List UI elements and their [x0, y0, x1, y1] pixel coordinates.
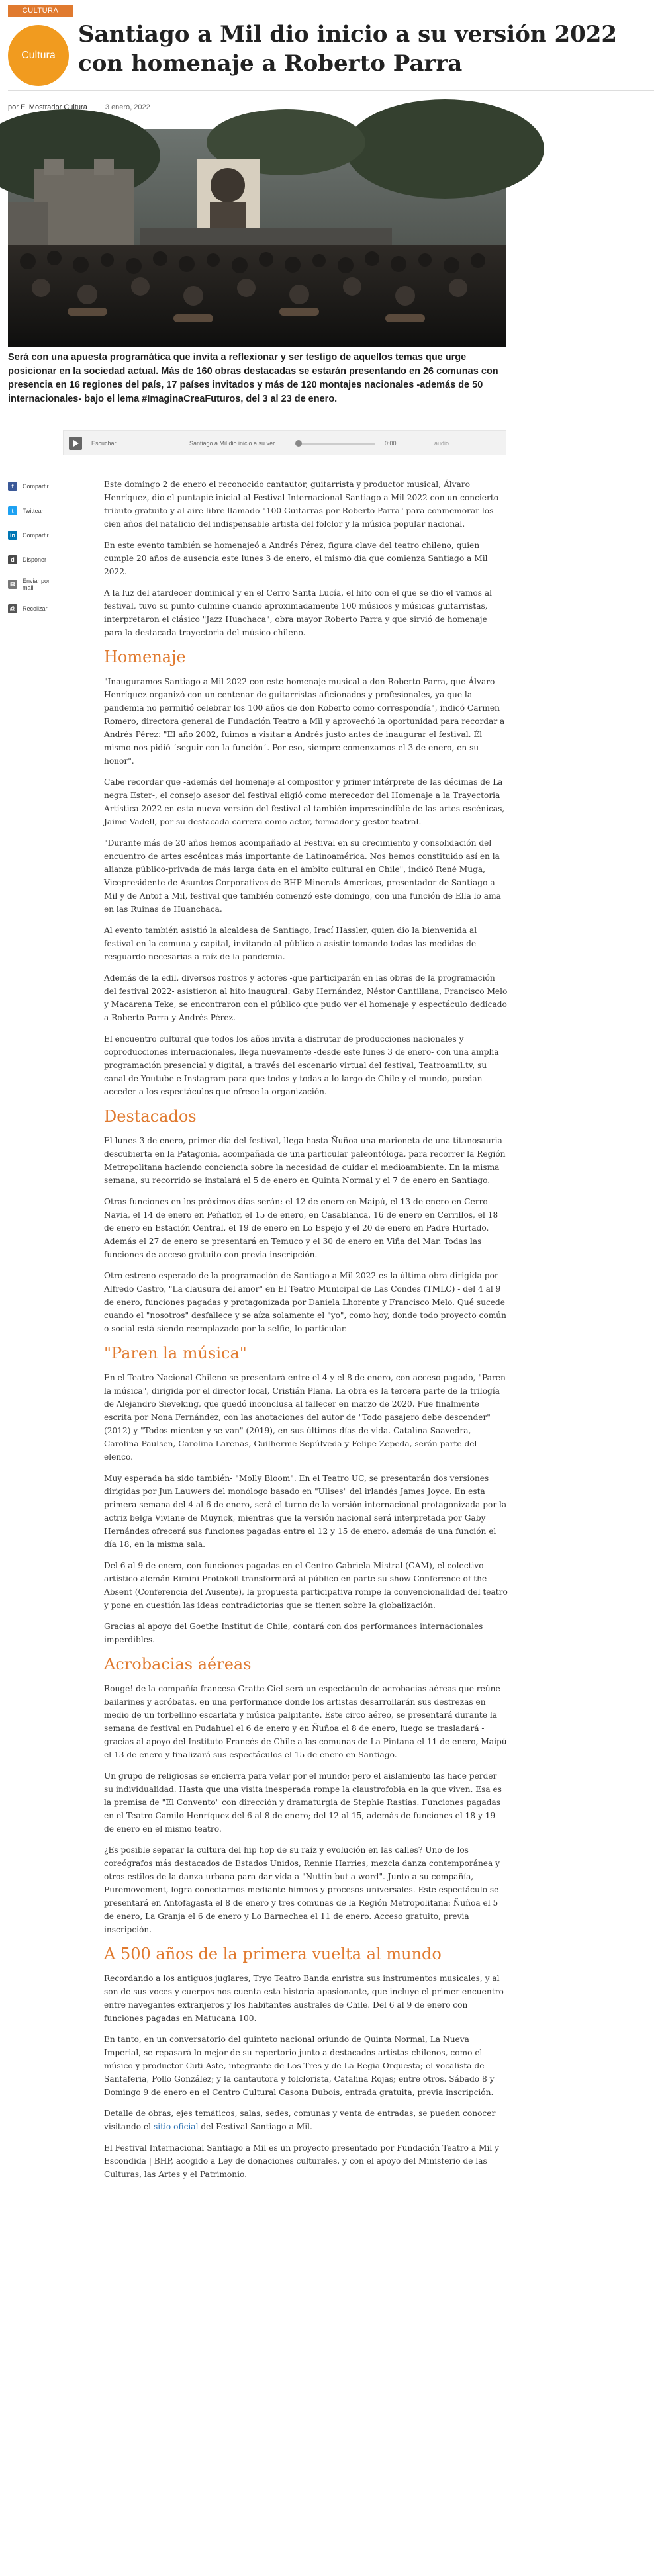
player-title: Santiago a Mil dio inicio a su ver [189, 440, 275, 447]
paragraph: El encuentro cultural que todos los años invita a disfrutar de producciones nacionales y coproducciones internacionales, llega nuevamente -desde este lunes 3 de enero- con una amplia programación presencial y digital, a través del escenario virtual del festival, Teatroamil.tv, su canal de Youtube e Instagram para que todos y todas a lo largo de Chile y el mundo, puedan acceder a los espectáculos que ofrece la organización. [104, 1034, 499, 1096]
paragraph: Muy esperada ha sido también- "Molly Bloom". En el Teatro UC, se presentarán dos versiones dirigidas por Jun Lauwers del monólogo basado en "Ulises" del irlandés James Joyce. En esta primera semana del 4 al 6 de enero, será el turno de la versión internacional protagonizada por la actriz belga Viviane de Muynck, mientras que la versión nacional será interpretada por Gaby Hernández ofrecerá sus funciones pagadas entre el 12 y 15 de enero, además de una función el día 18, en la misma sala. [104, 1474, 507, 1549]
print-icon: ⎙ [8, 604, 17, 613]
hero-image [8, 129, 506, 347]
article-title: Santiago a Mil dio inicio a su versión 2022 con homenaje a Roberto Parra [78, 21, 618, 77]
share-print[interactable] [8, 602, 61, 615]
section-heading-homenaje: Homenaje [104, 648, 186, 666]
section-heading-paren: "Paren la música" [104, 1344, 247, 1362]
mail-icon: ✉ [8, 580, 17, 589]
paragraph-detalle [104, 2107, 508, 2133]
paragraph: Este domingo 2 de enero el reconocido cantautor, guitarrista y productor musical, Álvaro Henríquez, dio el puntapié inicial al Festival Internacional Santiago a Mil 2022 con un concierto tributo gratuito y al aire libre llamado "100 Guitarras por Roberto Parra" para conmemorar los cien años del natalicio del indispensable artista del folclor y la música popular nacional. [104, 480, 499, 529]
player-label: Escuchar [91, 440, 117, 447]
paragraph: En tanto, en un conversatorio del quinteto nacional oriundo de Quinta Normal, La Nueva Imperial, se repasará lo mejor de su repertorio junto a destacados artistas chilenos, como el músico y productor Cuti Aste, integrante de Los Tres y de La Regia Orquesta; el vocalista de Santaferia, Pollo González; y la cantautora y folclorista, Catalina Rojas; entre otros. Sábado 8 y Domingo 9 de enero en el Centro Cultural Casona Dubois, entrada gratuita, previa inscripción. [104, 2035, 495, 2097]
share-label: Compartir [23, 483, 49, 490]
paragraph: Otras funciones en los próximos días serán: el 12 de enero en Maipú, el 13 de enero en Cerro Navia, el 14 de enero en Peñaflor, el 15 de enero, en Casablanca, 16 de enero en Cerrillos, el 18 de enero en Estación Central, el 19 de enero en Lo Espejo y el 20 de enero en Padre Hurtado. Además el 27 de enero se presentará en Temuco y el 30 de enero en Viña del Mar. Todas las funciones de acceso gratuito con previa inscripción. [104, 1197, 498, 1259]
share-twitter[interactable] [8, 504, 61, 517]
player-extra[interactable]: audio [434, 440, 449, 447]
article-body [104, 478, 508, 2189]
paragraph: "Durante más de 20 años hemos acompañado al Festival en su crecimiento y consolidación del encuentro de artes escénicas más importante de Latinoamérica. Nos hemos constituido así en la alianza público-privada de más larga data en el ámbito cultural en Chile", indicó René Muga, Vicepresidente de Asuntos Corporativos de BHP Minerals Americas, presentador de Santiago a Mil y de Antof a Mil, festival que también comenzó este domingo, con una función de Ella lo ama en las Ruinas de Huanchaca. [104, 838, 501, 914]
paragraph: Del 6 al 9 de enero, con funciones pagadas en el Centro Gabriela Mistral (GAM), el colectivo artístico alemán Rimini Protokoll transformará al público en parte su show Conference of the Absent (Conferencia del Ausente), la propuesta participativa rompe la convencionalidad del teatro y pone en cuestión las ideas contradictorias que se tienen sobre la globalización. [104, 1561, 508, 1610]
paragraph: Rouge! de la compañía francesa Gratte Ciel será un espectáculo de acrobacias aéreas que reúne bailarines y acróbatas, en una performance donde los artistas desarrollarán sus destrezas en medio de un torbellino escarlata y música palpitante. Este circo aéreo, se presentará durante la semana de festival en Pudahuel el 6 de enero y en Ñuñoa el 8 de enero, luego se trasladará - gracias al apoyo del Instituto Francés de Chile a las comunas de La Pintana el 11 de enero, Maipú el 13 de enero y finalizará sus espectáculos el 15 de enero en Santiago. [104, 1684, 507, 1759]
share-linkedin[interactable] [8, 529, 61, 542]
share-label: Recolizar [23, 605, 48, 612]
paragraph: El lunes 3 de enero, primer día del festival, llega hasta Ñuñoa una marioneta de una titanosauria descubierta en la Patagonia, acompañada de una particular paleontóloga, para recorrer la Región Metropolitana haciendo conciencia sobre la necesidad de cuidar el medioambiente. En la misma semana, su recorrido se instalará el 5 de enero en Quinta Normal y el 7 de enero en Santiago. [104, 1136, 506, 1185]
paragraph: A la luz del atardecer dominical y en el Cerro Santa Lucía, el hito con el que se dio el vamos al festival, tuvo su punto culmine cuando aproximadamente 100 músicos y músicas guitarristas, interpretaron el clásico "Jazz Huachaca", obra mayor Roberto Parra y que sirvió de homenaje para la destacada trayectoria del músico chileno. [104, 588, 493, 637]
share-label: Disponer [23, 556, 47, 563]
paragraph: Gracias al apoyo del Goethe Institut de Chile, contará con dos performances internacionales imperdibles. [104, 1622, 483, 1644]
category-badge[interactable]: Cultura [8, 25, 69, 86]
share-other[interactable] [8, 553, 61, 566]
article-lead: Será con una apuesta programática que invita a reflexionar y ser testigo de aquellos temas que urge posicionar en la sociedad actual. Más de 160 obras destacadas se estarán presentando en 26 comunas con presencia en 16 regiones del país, 17 países invitados y más de 120 montajes nacionales -además de 50 internacionales- bajo el lema #ImaginaCreaFuturos, del 3 al 23 de enero. [8, 352, 498, 404]
text: del Festival Santiago a Mil. [198, 2122, 312, 2131]
share-label: Compartir [23, 532, 49, 539]
paragraph: El Festival Internacional Santiago a Mil es un proyecto presentado por Fundación Teatro a Mil y Escondida | BHP, acogido a Ley de donaciones culturales, y con el apoyo del Ministerio de las Culturas, las Artes y el Patrimonio. [104, 2143, 499, 2179]
facebook-icon: f [8, 482, 17, 491]
share-email[interactable] [8, 578, 61, 591]
author-byline[interactable]: por El Mostrador Cultura [8, 103, 87, 111]
paragraph: Además de la edil, diversos rostros y actores -que participarán en las obras de la programación del festival 2022- asistieron al hito inaugural: Gaby Hernández, Néstor Cantillana, Francisco Melo y Macarena Teke, se encontraron con el público que pudo ver el homenaje y espectáculo dedicado a Roberto Parra y Andrés Pérez. [104, 973, 508, 1022]
paragraph: En este evento también se homenajeó a Andrés Pérez, figura clave del teatro chileno, quien cumple 20 años de ausencia este lunes 3 de enero, el mismo día que comienza Santiago a Mil 2022. [104, 541, 488, 576]
publish-date: 3 enero, 2022 [105, 103, 150, 111]
header-divider [8, 90, 654, 91]
section-heading-acrobacias: Acrobacias aéreas [104, 1655, 252, 1673]
progress-track[interactable] [295, 443, 375, 445]
paragraph: Otro estreno esperado de la programación de Santiago a Mil 2022 es la última obra dirigida por Alfredo Castro, "La clausura del amor" en El Teatro Municipal de Las Condes (TMLC) - del 4 al 9 de enero, funciones pagadas y protagonizada por Daniela Lhorente y Francisco Melo. Qué sucede cuando el "nosotros" desfallece y se aíza solamente el "yo", como hoy, donde todo proyecto común o social está siendo reemplazado por la selfie, lo particular. [104, 1271, 506, 1333]
paragraph: "Inauguramos Santiago a Mil 2022 con este homenaje musical a don Roberto Parra, que Álvaro Henríquez organizó con un centenar de guitarristas aficionados y profesionales, ya que la pandemia no permitió celebrar los 100 años de don Roberto como correspondía", indicó Carmen Romero, directora general de Fundación Teatro a Mil y aprovechó la oportunidad para recordar a Andrés Pérez: "El año 2002, fuimos a visitar a Andrés justo antes de inaugurar el festival. Él mismo nos pidió ´seguir con la función´. Por eso, siempre comenzamos el 3 de enero, en su honor". [104, 677, 505, 766]
progress-handle[interactable] [295, 440, 302, 447]
share-facebook[interactable] [8, 480, 61, 493]
share-sidebar [8, 480, 61, 627]
twitter-icon: t [8, 506, 17, 515]
category-tag[interactable]: CULTURA [8, 5, 73, 17]
paragraph: En el Teatro Nacional Chileno se presentará entre el 4 y el 8 de enero, con acceso pagado, "Paren la música", dirigida por el director local, Cristián Plana. La obra es la tercera parte de la trilogía de Alejandro Sieveking, que quedó inconclusa al fallecer en marzo de 2020. Fue finalmente escrita por Nona Fernández, con las anotaciones del autor de "Todo pasajero debe descender" (2012) y "Todos mienten y se van" (2019), en sus últimos días de vida. Catalina Saavedra, Carolina Paulsen, Carolina Larenas, Guilherme Sepúlveda y Felipe Zepeda, serán parte del elenco. [104, 1373, 506, 1462]
paragraph: Cabe recordar que -además del homenaje al compositor y primer intérprete de las décimas de La negra Ester-, el consejo asesor del festival eligió como merecedor del Homenaje a la Trayectoria Artística 2022 en esta nueva versión del festival al también imprescindible de las artes escénicas, Jaime Vadell, por su destacada carrera como actor, formador y gestor teatral. [104, 777, 505, 826]
paragraph: Al evento también asistió la alcaldesa de Santiago, Irací Hassler, quien dio la bienvenida al festival en la comuna y capital, invitando al público a asistir tomando todas las medidas de resguardo necesarias a raíz de la pandemia. [104, 926, 477, 961]
share-label: Enviar por mail [23, 578, 50, 591]
paragraph: Un grupo de religiosas se encierra para velar por el mundo; pero el aislamiento las hace perder su individualidad. Hasta que una visita inesperada rompe la claustrofobia en la que viven. Esa es la premisa de "El Convento" con dirección y dramaturgia de Stephie Rastías. Funciones pagadas en el Teatro Camilo Henríquez del 6 al 8 de enero; del 12 al 15, además de funciones el 18 y 19 de enero en el mismo teatro. [104, 1771, 502, 1834]
play-button[interactable] [69, 437, 82, 450]
audio-player [63, 430, 506, 455]
text: Detalle de obras, ejes temáticos, salas, sedes, comunas y venta de entradas, se pueden conocer visitando el [104, 2109, 496, 2131]
concert-photo [8, 129, 506, 347]
official-site-link[interactable]: sitio oficial [153, 2122, 199, 2131]
section-heading-500-anos: A 500 años de la primera vuelta al mundo [104, 1945, 442, 1963]
paragraph: ¿Es posible separar la cultura del hip hop de su raíz y evolución en las calles? Uno de los coreógrafos más destacados de Estados Unidos, Rennie Harries, mezcla danza contemporánea y otros estilos de la danza urbana para dar vida a "Nuttin but a word". Junto a su compañía, Puremovement, logra conectarnos mediante himnos y procesos universales. Este espectáculo se presentará en Antofagasta el 8 de enero y tres comunas de la Región Metropolitana: Ñuñoa el 5 de enero, La Granja el 6 de enero y Lo Barnechea el 11 de enero. Acceso gratuito, previa inscripción. [104, 1845, 500, 1934]
section-heading-destacados: Destacados [104, 1107, 197, 1126]
linkedin-icon: in [8, 531, 17, 540]
player-time: 0:00 [385, 440, 397, 447]
share-icon: d [8, 555, 17, 564]
share-label: Twittear [23, 508, 44, 514]
paragraph: Recordando a los antiguos juglares, Tryo Teatro Banda enristra sus instrumentos musicales, y al son de sus voces y cuerpos nos cuenta esta historia apasionante, que incluye el primer encuentro entre navegantes extranjeros y los habitantes australes de Chile. Del 6 al 9 de enero con funciones pagadas en Matucana 100. [104, 1974, 504, 2023]
